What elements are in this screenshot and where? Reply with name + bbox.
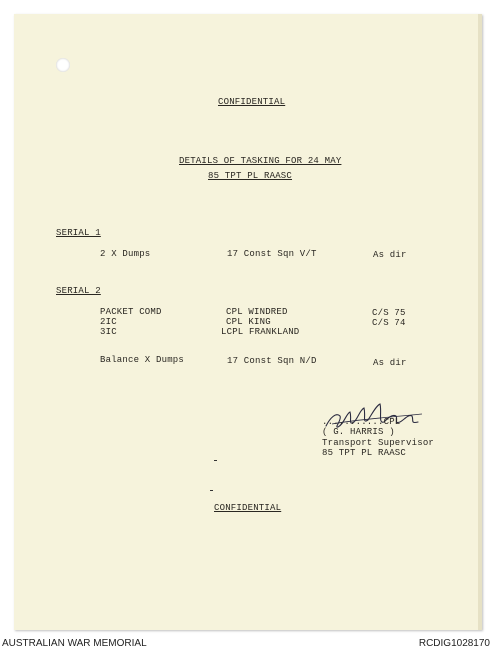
document-subtitle: 85 TPT PL RAASC (208, 171, 293, 181)
stray-mark (214, 460, 217, 461)
serial-1-unit: 17 Const Sqn V/T (227, 249, 317, 259)
footer-classification: CONFIDENTIAL (214, 503, 282, 513)
document-page (14, 14, 482, 630)
role-name: CPL WINDRED (226, 307, 288, 317)
serial-1-heading: SERIAL 1 (56, 228, 101, 238)
role-label: PACKET COMD (100, 307, 162, 317)
balance-unit: 17 Const Sqn N/D (227, 356, 317, 366)
punch-hole (56, 58, 70, 72)
signatory-name: ( G. HARRIS ) (322, 427, 395, 437)
serial-2-heading: SERIAL 2 (56, 286, 101, 296)
role-label: 3IC (100, 327, 117, 337)
archive-reference: RCDIG1028170 (418, 638, 490, 649)
signature-line: ...........CPL (322, 417, 401, 427)
balance-item: Balance X Dumps (100, 355, 185, 365)
balance-note: As dir (373, 358, 407, 368)
role-callsign: C/S 75 (372, 308, 406, 318)
role-name: CPL KING (226, 317, 271, 327)
role-name: LCPL FRANKLAND (221, 327, 300, 337)
role-label: 2IC (100, 317, 117, 327)
stray-mark (210, 490, 213, 491)
archive-footer (0, 634, 492, 654)
role-callsign: C/S 74 (372, 318, 406, 328)
serial-1-note: As dir (373, 250, 407, 260)
document-title: DETAILS OF TASKING FOR 24 MAY (179, 156, 342, 166)
archive-source: AUSTRALIAN WAR MEMORIAL (2, 638, 147, 649)
signatory-position: Transport Supervisor (322, 438, 435, 448)
signatory-unit: 85 TPT PL RAASC (322, 448, 407, 458)
serial-1-item: 2 X Dumps (100, 249, 151, 259)
header-classification: CONFIDENTIAL (218, 97, 286, 107)
